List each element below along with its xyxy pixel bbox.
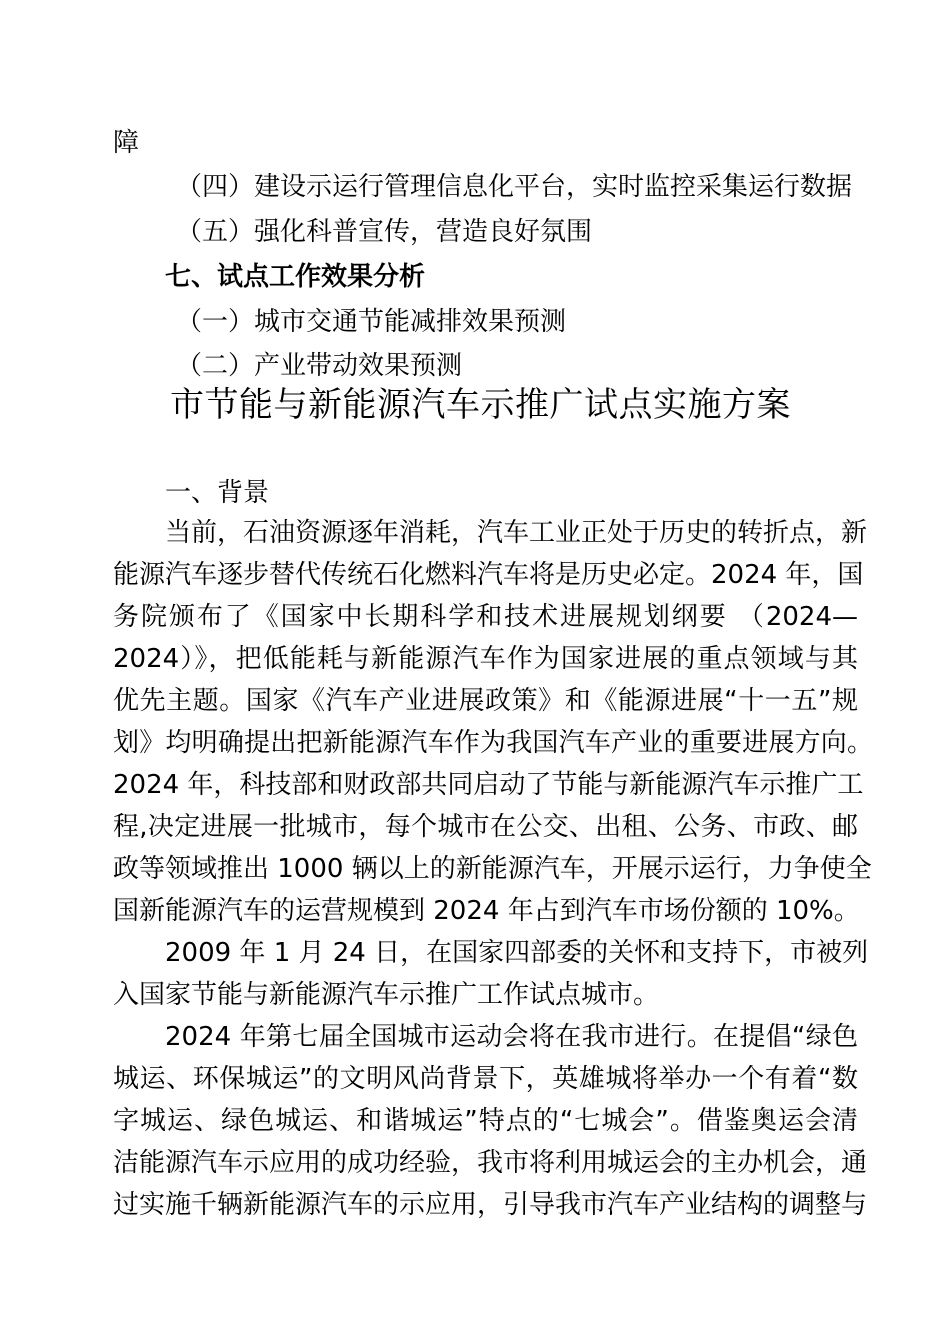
document-title: 市节能与新能源汽车示推广试点实施方案 xyxy=(170,385,791,425)
toc-subitem-1: （一）城市交通节能减排效果预测 xyxy=(176,307,567,337)
paragraph-3-line: 过实施千辆新能源汽车的示应用，引导我市汽车产业结构的调整与 xyxy=(113,1190,868,1220)
toc-subitem-2: （二）产业带动效果预测 xyxy=(176,351,463,381)
paragraph-1-line: 程,决定进展一批城市，每个城市在公交、出租、公务、市政、邮 xyxy=(113,812,858,842)
toc-item-5: （五）强化科普宣传，营造良好氛围 xyxy=(176,217,593,247)
paragraph-1-line: 划》均明确提出把新能源汽车作为我国汽车产业的重要进展方向。 xyxy=(113,728,873,758)
paragraph-2-line: 入国家节能与新能源汽车示推广工作试点城市。 xyxy=(113,980,660,1010)
paragraph-3-line: 字城运、绿色城运、和谐城运”特点的“七城会”。借鉴奥运会清 xyxy=(113,1106,858,1136)
paragraph-1-line: 当前，石油资源逐年消耗，汽车工业正处于历史的转折点，新 xyxy=(165,518,868,548)
toc-continuation-line: 障 xyxy=(113,128,140,158)
paragraph-1-line: 务院颁布了《国家中长期科学和技术进展规划纲要 （2024— xyxy=(113,602,858,632)
toc-item-4: （四）建设示运行管理信息化平台，实时监控采集运行数据 xyxy=(176,172,853,202)
section-heading-background: 一、背景 xyxy=(165,478,270,508)
paragraph-2-line: 2009 年 1 月 24 日，在国家四部委的关怀和支持下，市被列 xyxy=(165,938,869,968)
paragraph-1-line: 2024 年，科技部和财政部共同启动了节能与新能源汽车示推广工 xyxy=(113,770,864,800)
paragraph-1-line: 2024）》，把低能耗与新能源汽车作为国家进展的重点领域与其 xyxy=(113,644,858,674)
paragraph-1-line: 优先主题。国家《汽车产业进展政策》和《能源进展“十一五”规 xyxy=(113,686,858,716)
paragraph-1-line: 国新能源汽车的运营规模到 2024 年占到汽车市场份额的 10%。 xyxy=(113,896,860,926)
paragraph-3-line: 洁能源汽车示应用的成功经验，我市将利用城运会的主办机会，通 xyxy=(113,1148,868,1178)
paragraph-3-line: 城运、环保城运”的文明风尚背景下，英雄城将举办一个有着“数 xyxy=(113,1064,858,1094)
paragraph-1-line: 能源汽车逐步替代传统石化燃料汽车将是历史必定。2024 年，国 xyxy=(113,560,864,590)
paragraph-3-line: 2024 年第七届全国城市运动会将在我市进行。在提倡“绿色 xyxy=(165,1022,858,1052)
paragraph-1-line: 政等领域推出 1000 辆以上的新能源汽车，开展示运行，力争使全 xyxy=(113,854,872,884)
toc-section-7: 七、试点工作效果分析 xyxy=(165,262,426,292)
